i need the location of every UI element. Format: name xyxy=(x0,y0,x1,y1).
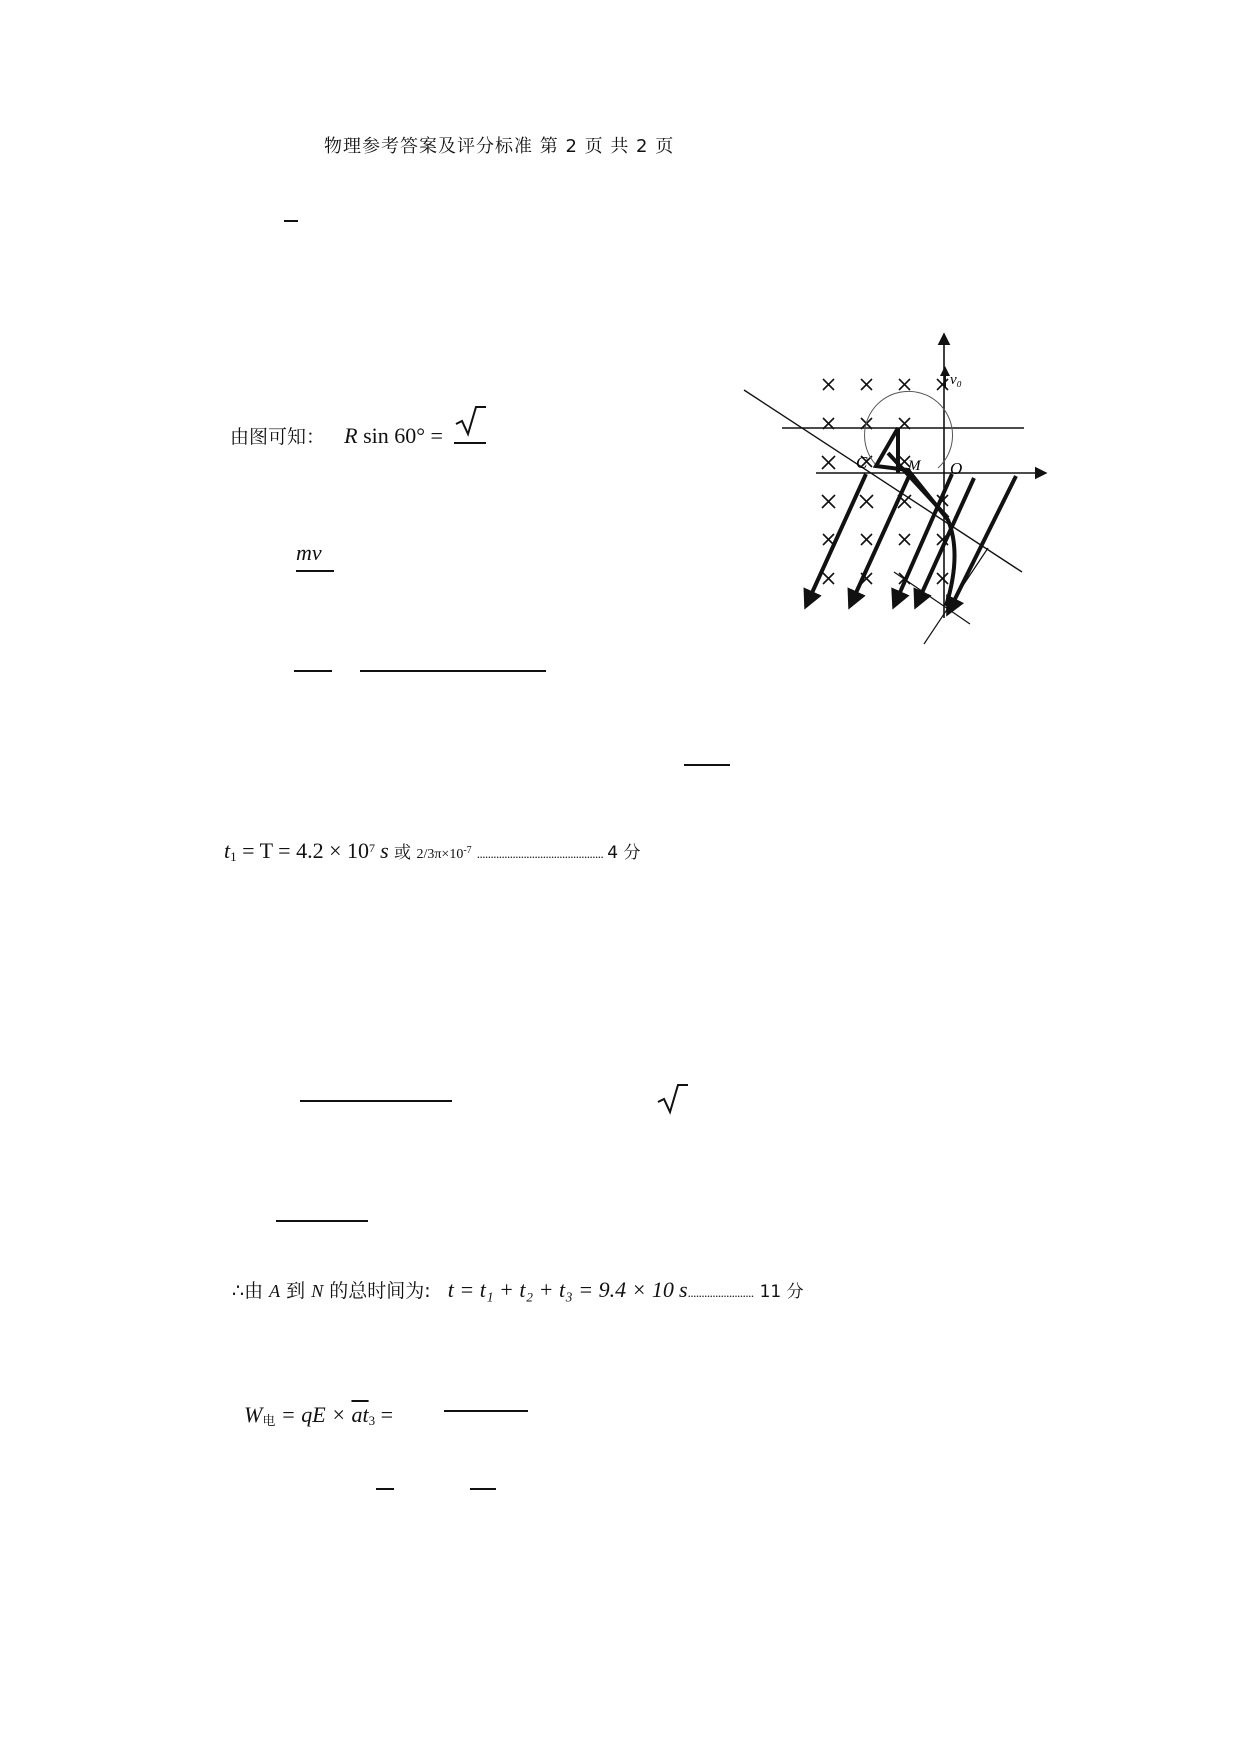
sqrt-sign xyxy=(454,404,488,438)
page-header: 物理参考答案及评分标准 第 2 页 共 2 页 xyxy=(324,136,675,157)
fraction-bar xyxy=(294,670,332,672)
equation-sin60: sin 60° = xyxy=(357,423,443,448)
work-equals: = xyxy=(375,1402,394,1427)
label-c: C xyxy=(856,453,868,472)
fraction-bar xyxy=(444,1410,528,1412)
total-prefix: ∴由 xyxy=(232,1280,270,1302)
work-at: $\overline{at}$ xyxy=(351,1402,369,1427)
field-diagram xyxy=(738,328,1058,648)
score-t1: 4 分 xyxy=(607,843,641,863)
equation-r-sin60 xyxy=(230,422,443,449)
t1-value: = T = 4.2 × 10 xyxy=(236,838,369,863)
label-o: O xyxy=(950,459,963,478)
t1-symbol: t xyxy=(224,838,231,863)
t1-exponent: 7 xyxy=(369,841,375,855)
leader-dots: .............................................. xyxy=(476,846,604,861)
label-m: M xyxy=(908,458,921,474)
total-to: 到 xyxy=(280,1280,312,1302)
total-suffix: 的总时间为: xyxy=(323,1280,431,1302)
equation-prefix: 由图可知： xyxy=(230,426,326,448)
fraction-bar xyxy=(684,764,730,766)
equation-total-time xyxy=(232,1276,804,1303)
score-total: 11 分 xyxy=(759,1282,804,1302)
fraction-bar xyxy=(454,442,486,444)
fraction-bar xyxy=(284,220,298,222)
work-expression: = qE × xyxy=(275,1402,352,1427)
fraction-bar xyxy=(376,1488,394,1490)
fraction-bar xyxy=(360,670,546,672)
t1-subscript: 1 xyxy=(230,849,237,864)
work-symbol: W xyxy=(244,1402,263,1427)
point-n: N xyxy=(311,1281,324,1301)
fraction-bar xyxy=(276,1220,368,1222)
total-expression: t = t₁ + t₂ + t₃ = 9.4 × 10 xyxy=(447,1277,674,1302)
sqrt-sign xyxy=(656,1082,690,1116)
work-t3-subscript: 3 xyxy=(368,1413,376,1428)
leader-dots: ........................ xyxy=(687,1285,754,1300)
fraction-bar xyxy=(296,570,334,572)
equation-work xyxy=(244,1402,393,1429)
fraction-bar xyxy=(300,1100,452,1102)
equation-r-symbol: R xyxy=(344,423,358,448)
total-unit: s xyxy=(679,1277,688,1302)
fraction-numerator-mv: mv xyxy=(296,540,322,565)
work-subscript: 电 xyxy=(262,1414,276,1429)
t1-or: 或 xyxy=(388,843,417,863)
fraction-bar xyxy=(470,1488,496,1490)
t1-unit: s xyxy=(380,838,389,863)
t1-alt-exponent: -7 xyxy=(463,845,472,856)
label-v0: v₀ xyxy=(950,372,962,388)
t1-alt-value: 2/3π×10 xyxy=(416,847,464,862)
equation-t1 xyxy=(224,838,641,865)
point-a: A xyxy=(269,1281,281,1301)
